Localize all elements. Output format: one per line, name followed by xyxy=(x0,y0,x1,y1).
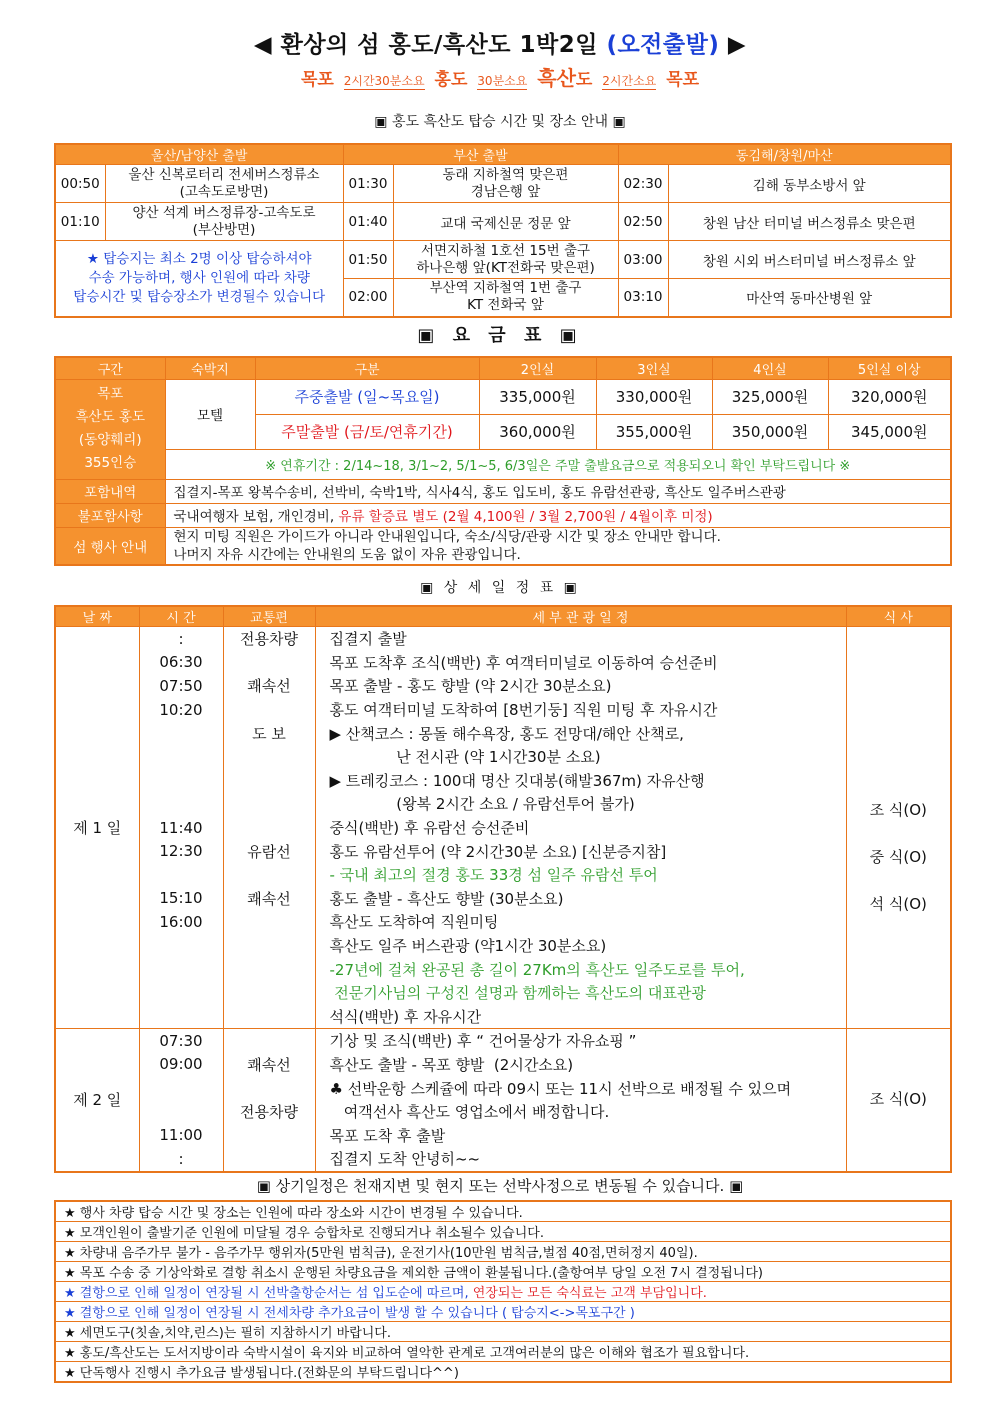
schedule-detail: 흑산도 도착하여 직원미팅 xyxy=(315,910,846,934)
note-text: ★ 세면도구(칫솔,치약,린스)는 필히 지참하시기 바랍니다. xyxy=(64,1326,392,1341)
schedule-row xyxy=(55,1076,951,1100)
schedule-row xyxy=(55,745,951,769)
schedule-time: 10:20 xyxy=(139,698,223,722)
price-section-title: ▣ 요 금 표 ▣ xyxy=(417,325,583,346)
meal-item: 석 식(O) xyxy=(869,895,927,914)
schedule-detail: 목포 출발 - 홍도 향발 (약 2시간 30분소요) xyxy=(315,674,846,698)
schedule-transport xyxy=(223,1076,315,1100)
day2-schedule xyxy=(55,1029,951,1172)
schedule-row xyxy=(55,1147,951,1172)
meal-item: 중 식(O) xyxy=(869,848,927,867)
boarding-time: 01:40 xyxy=(343,203,393,241)
schedule-row xyxy=(55,721,951,745)
schedule-time: : xyxy=(139,1147,223,1172)
schedule-detail: 홍도 유람선투어 (약 2시간30분 소요) [신분증지참] xyxy=(315,839,846,863)
excluded-text xyxy=(165,503,951,527)
schedule-table xyxy=(54,605,952,1173)
schedule-transport xyxy=(223,769,315,793)
guide-text: 현지 미팅 직원은 가이드가 아니라 안내원입니다, 숙소/식당/관광 시간 및 장소 안내만 합니다. 나머지 자유 시간에는 안내원의 도움 없이 자유 관광입니다. xyxy=(165,527,951,565)
schedule-time xyxy=(139,721,223,745)
schedule-transport xyxy=(223,1029,315,1053)
price-header: 구간 xyxy=(55,357,165,379)
note-item xyxy=(55,1242,951,1262)
lodging: 모텔 xyxy=(165,379,255,449)
price-table xyxy=(54,356,952,566)
schedule-transport xyxy=(223,863,315,887)
schedule-detail: 집결지 출발 xyxy=(315,627,846,651)
route-label-line: 목포 xyxy=(97,386,124,402)
schedule-detail: 목포 도착 후 출발 xyxy=(315,1123,846,1147)
boarding-place: 마산역 동마산병원 앞 xyxy=(668,279,951,317)
price-cell: 320,000원 xyxy=(828,379,951,414)
schedule-transport: 쾌속선 xyxy=(223,887,315,911)
boarding-time: 02:50 xyxy=(618,203,668,241)
schedule-time: 07:50 xyxy=(139,674,223,698)
boarding-note-text: ★ 탑승지는 최소 2명 이상 탑승하셔야 수송 가능하며, 행사 인원에 따라 차량 탑승시간 및 탑승장소가 변경될수 있습니다 xyxy=(73,250,326,305)
col-header-busan: 부산 출발 xyxy=(343,144,618,165)
schedule-row xyxy=(55,887,951,911)
schedule-time: 15:10 xyxy=(139,887,223,911)
route-stop: 홍도 xyxy=(434,70,468,90)
schedule-row xyxy=(55,792,951,816)
excluded-label: 불포함사항 xyxy=(55,503,165,527)
excluded-fuel-surcharge: 유류 할증료 별도 (2월 4,100원 / 3월 2,700원 / 4월이후 미정) xyxy=(338,509,713,525)
schedule-detail: 홍도 여객터미널 도착하여 [8번기둥] 직원 미팅 후 자유시간 xyxy=(315,698,846,722)
schedule-section-title: ▣ 상 세 일 정 표 ▣ xyxy=(420,580,580,596)
schedule-transport xyxy=(223,910,315,934)
schedule-detail: 석식(백반) 후 자유시간 xyxy=(315,1005,846,1029)
boarding-time: 02:30 xyxy=(618,165,668,203)
schedule-detail: 기상 및 조식(백반) 후 “ 건어물상가 자유쇼핑 ” xyxy=(315,1029,846,1053)
schedule-detail: 흑산도 일주 버스관광 (약1시간 30분소요) xyxy=(315,934,846,958)
schedule-transport xyxy=(223,934,315,958)
schedule-transport xyxy=(223,792,315,816)
schedule-transport xyxy=(223,698,315,722)
price-cell: 330,000원 xyxy=(596,379,712,414)
schedule-transport xyxy=(223,981,315,1005)
schedule-transport xyxy=(223,1005,315,1029)
boarding-note xyxy=(55,241,343,317)
schedule-transport xyxy=(223,1147,315,1172)
boarding-section-title: ▣ 홍도 흑산도 탑승 시간 및 장소 안내 ▣ xyxy=(374,114,626,130)
schedule-transport: 쾌속선 xyxy=(223,1053,315,1077)
title-main: ◀ 환상의 섬 홍도/흑산도 1박2일 xyxy=(253,32,607,58)
schedule-row xyxy=(55,981,951,1005)
schedule-detail: 홍도 출발 - 흑산도 향발 (30분소요) xyxy=(315,887,846,911)
schedule-time: 11:00 xyxy=(139,1123,223,1147)
schedule-row xyxy=(55,769,951,793)
price-cell: 345,000원 xyxy=(828,414,951,449)
day-label: 제 2 일 xyxy=(55,1029,139,1172)
schedule-row xyxy=(55,1005,951,1029)
schedule-time xyxy=(139,769,223,793)
note-text: ★ 행사 차량 탑승 시간 및 장소는 인원에 따라 장소와 시간이 변경될 수 있습니다. xyxy=(64,1206,523,1221)
note-text: ★ 차량내 음주가무 불가 - 음주가무 행위자(5만원 범칙금), 운전기사(10만원 범칙금,벌점 40점,면허정지 40일). xyxy=(64,1246,698,1261)
schedule-row xyxy=(55,1053,951,1077)
schedule-time xyxy=(139,981,223,1005)
route-label-line: 흑산도 홍도 xyxy=(75,409,145,425)
boarding-place: 서면지하철 1호선 15번 출구 하나은행 앞(KT전화국 맞은편) xyxy=(393,241,618,279)
note-text: ★ 목포 수송 중 기상악화로 결항 취소시 운행된 차량요금을 제외한 금액이 환불됩니다.(출항여부 당일 오전 7시 결정됩니다) xyxy=(64,1266,763,1281)
schedule-transport xyxy=(223,745,315,769)
boarding-place: 창원 남산 터미널 버스정류소 맞은편 xyxy=(668,203,951,241)
schedule-time xyxy=(139,957,223,981)
schedule-detail: 난 전시관 (약 1시간30분 소요) xyxy=(315,745,846,769)
schedule-row xyxy=(55,651,951,675)
col-header-gimhae: 동김해/창원/마산 xyxy=(618,144,951,165)
schedule-detail: 집결지 도착 안녕히~~ xyxy=(315,1147,846,1172)
note-item xyxy=(55,1262,951,1282)
schedule-row xyxy=(55,674,951,698)
meal-item: 조 식(O) xyxy=(869,1090,927,1109)
schedule-row xyxy=(55,863,951,887)
schedule-time xyxy=(139,934,223,958)
schedule-detail: 흑산도 출발 - 목포 향발 (2시간소요) xyxy=(315,1053,846,1077)
holiday-note: ※ 연휴기간 : 2/14~18, 3/1~2, 5/1~5, 6/3일은 주말 출발요금으로 적용되오니 확인 부탁드립니다 ※ xyxy=(165,449,951,479)
route-stop: 흑산 xyxy=(537,66,576,90)
schedule-time: 06:30 xyxy=(139,651,223,675)
note-item xyxy=(55,1201,951,1222)
schedule-time: 09:00 xyxy=(139,1053,223,1077)
boarding-place: 교대 국제신문 정문 앞 xyxy=(393,203,618,241)
schedule-transport: 유람선 xyxy=(223,839,315,863)
boarding-time: 03:10 xyxy=(618,279,668,317)
schedule-detail: ▶ 산책코스 : 몽돌 해수욕장, 홍도 전망대/해안 산책로, xyxy=(315,721,846,745)
boarding-place: 동래 지하철역 맞은편 경남은행 앞 xyxy=(393,165,618,203)
weekend-label: 주말출발 (금/토/연휴기간) xyxy=(255,414,479,449)
route-stop-suffix: 도 xyxy=(575,70,593,90)
schedule-transport: 전용차량 xyxy=(223,1100,315,1124)
route-label-line: 355인승 xyxy=(84,455,137,471)
note-item xyxy=(55,1302,951,1322)
schedule-row xyxy=(55,839,951,863)
price-header: 3인실 xyxy=(596,357,712,379)
route-label-line: (동양훼리) xyxy=(78,432,142,448)
boarding-place: 부산역 지하철역 1번 출구 KT 전화국 앞 xyxy=(393,279,618,317)
price-header: 4인실 xyxy=(712,357,828,379)
schedule-time xyxy=(139,863,223,887)
schedule-time: 16:00 xyxy=(139,910,223,934)
route-duration: 30분소요 xyxy=(477,74,528,88)
note-text: ★ 결항으로 인해 일정이 연장될 시 전세차량 추가요금이 발생 할 수 있습니다 ( 탑승지<->목포구간 ) xyxy=(64,1306,635,1321)
note-item xyxy=(55,1342,951,1362)
weekday-label: 주중출발 (일~목요일) xyxy=(255,379,479,414)
included-label: 포함내역 xyxy=(55,479,165,503)
schedule-header: 교통편 xyxy=(223,606,315,627)
note-item xyxy=(55,1362,951,1383)
schedule-time: : xyxy=(139,627,223,651)
boarding-place: 김해 동부소방서 앞 xyxy=(668,165,951,203)
schedule-header: 시 간 xyxy=(139,606,223,627)
schedule-row xyxy=(55,957,951,981)
schedule-transport: 쾌속선 xyxy=(223,674,315,698)
route-line xyxy=(0,62,1000,91)
boarding-time: 03:00 xyxy=(618,241,668,279)
title-departure: (오전출발) xyxy=(606,32,720,58)
schedule-row xyxy=(55,627,951,651)
meals xyxy=(846,627,951,1029)
note-text: ★ 결항으로 인해 일정이 연장될 시 선박출항순서는 섬 입도순에 따르며, xyxy=(64,1286,473,1301)
schedule-header: 세 부 관 광 일 정 xyxy=(315,606,846,627)
price-cell: 355,000원 xyxy=(596,414,712,449)
schedule-header: 날 짜 xyxy=(55,606,139,627)
schedule-transport xyxy=(223,957,315,981)
day-label: 제 1 일 xyxy=(55,627,139,1029)
schedule-change-notice: ▣ 상기일정은 천재지변 및 현지 또는 선박사정으로 변동될 수 있습니다. ▣ xyxy=(256,1177,744,1195)
schedule-transport: 도 보 xyxy=(223,721,315,745)
guide-label: 섬 행사 안내 xyxy=(55,527,165,565)
boarding-time: 01:10 xyxy=(55,203,105,241)
schedule-time: 12:30 xyxy=(139,839,223,863)
meals xyxy=(846,1029,951,1172)
note-text: ★ 단독행사 진행시 추가요금 발생됩니다.(전화문의 부탁드립니다^^) xyxy=(64,1366,459,1381)
boarding-time: 01:30 xyxy=(343,165,393,203)
schedule-row xyxy=(55,1123,951,1147)
schedule-row xyxy=(55,1100,951,1124)
day1-schedule xyxy=(55,627,951,1029)
boarding-table xyxy=(54,143,952,318)
schedule-detail: -27년에 걸쳐 완공된 총 길이 27Km의 흑산도 일주도로를 투어, xyxy=(315,957,846,981)
price-header: 5인실 이상 xyxy=(828,357,951,379)
schedule-header: 식 사 xyxy=(846,606,951,627)
boarding-time: 02:00 xyxy=(343,279,393,317)
note-text: ★ 모객인원이 출발기준 인원에 미달될 경우 승합차로 진행되거나 취소될수 있습니다. xyxy=(64,1226,544,1241)
note-highlight: 연장되는 모든 숙식료는 고객 부담입니다. xyxy=(472,1286,707,1301)
schedule-transport xyxy=(223,1123,315,1147)
price-header: 구분 xyxy=(255,357,479,379)
schedule-time: 07:30 xyxy=(139,1029,223,1053)
excluded-basic: 국내여행자 보험, 개인경비, xyxy=(173,509,339,525)
col-header-ulsan: 울산/남양산 출발 xyxy=(55,144,343,165)
schedule-time: 11:40 xyxy=(139,816,223,840)
schedule-detail: ♣ 선박운항 스케쥴에 따라 09시 또는 11시 선박으로 배정될 수 있으며 xyxy=(315,1076,846,1100)
schedule-transport: 전용차량 xyxy=(223,627,315,651)
page-title xyxy=(0,26,1000,59)
schedule-detail: 여객선사 흑산도 영업소에서 배정합니다. xyxy=(315,1100,846,1124)
route-stop: 목포 xyxy=(666,70,700,90)
note-item xyxy=(55,1282,951,1302)
schedule-time xyxy=(139,1005,223,1029)
boarding-time: 00:50 xyxy=(55,165,105,203)
schedule-time xyxy=(139,1100,223,1124)
price-header: 숙박지 xyxy=(165,357,255,379)
schedule-row xyxy=(55,934,951,958)
schedule-time xyxy=(139,792,223,816)
route-label xyxy=(55,379,165,479)
route-duration: 2시간소요 xyxy=(602,74,657,88)
price-cell: 325,000원 xyxy=(712,379,828,414)
boarding-time: 01:50 xyxy=(343,241,393,279)
note-item xyxy=(55,1322,951,1342)
schedule-transport xyxy=(223,651,315,675)
route-duration: 2시간30분소요 xyxy=(343,74,425,88)
note-item xyxy=(55,1222,951,1242)
note-text: ★ 홍도/흑산도는 도서지방이라 숙박시설이 육지와 비교하여 열악한 관계로 고객여러분의 많은 이해와 협조가 필요합니다. xyxy=(64,1346,750,1361)
schedule-detail: - 국내 최고의 절경 홍도 33경 섬 일주 유람선 투어 xyxy=(315,863,846,887)
schedule-row xyxy=(55,1029,951,1053)
price-cell: 350,000원 xyxy=(712,414,828,449)
included-text: 집결지-목포 왕복수송비, 선박비, 숙박1박, 식사4식, 홍도 입도비, 홍도 유람선관광, 흑산도 일주버스관광 xyxy=(165,479,951,503)
boarding-place: 양산 석계 버스정류장-고속도로 (부산방면) xyxy=(105,203,343,241)
schedule-time xyxy=(139,1076,223,1100)
boarding-place: 울산 신복로터리 전세버스정류소 (고속도로방면) xyxy=(105,165,343,203)
schedule-row xyxy=(55,698,951,722)
schedule-transport xyxy=(223,816,315,840)
schedule-row xyxy=(55,910,951,934)
route-stop: 목포 xyxy=(300,70,334,90)
schedule-detail: 목포 도착후 조식(백반) 후 여객터미널로 이동하여 승선준비 xyxy=(315,651,846,675)
price-cell: 360,000원 xyxy=(479,414,596,449)
boarding-place: 창원 시외 버스터미널 버스정류소 앞 xyxy=(668,241,951,279)
price-header: 2인실 xyxy=(479,357,596,379)
meal-item: 조 식(O) xyxy=(869,801,927,820)
schedule-detail: 전문기사님의 구성진 설명과 함께하는 흑산도의 대표관광 xyxy=(315,981,846,1005)
schedule-detail: (왕복 2시간 소요 / 유람선투어 불가) xyxy=(315,792,846,816)
schedule-time xyxy=(139,745,223,769)
schedule-detail: 중식(백반) 후 유람선 승선준비 xyxy=(315,816,846,840)
schedule-detail: ▶ 트레킹코스 : 100대 명산 깃대봉(해발367m) 자유산행 xyxy=(315,769,846,793)
schedule-row xyxy=(55,816,951,840)
price-cell: 335,000원 xyxy=(479,379,596,414)
notes-table xyxy=(54,1200,952,1383)
title-arrow: ▶ xyxy=(719,32,747,58)
